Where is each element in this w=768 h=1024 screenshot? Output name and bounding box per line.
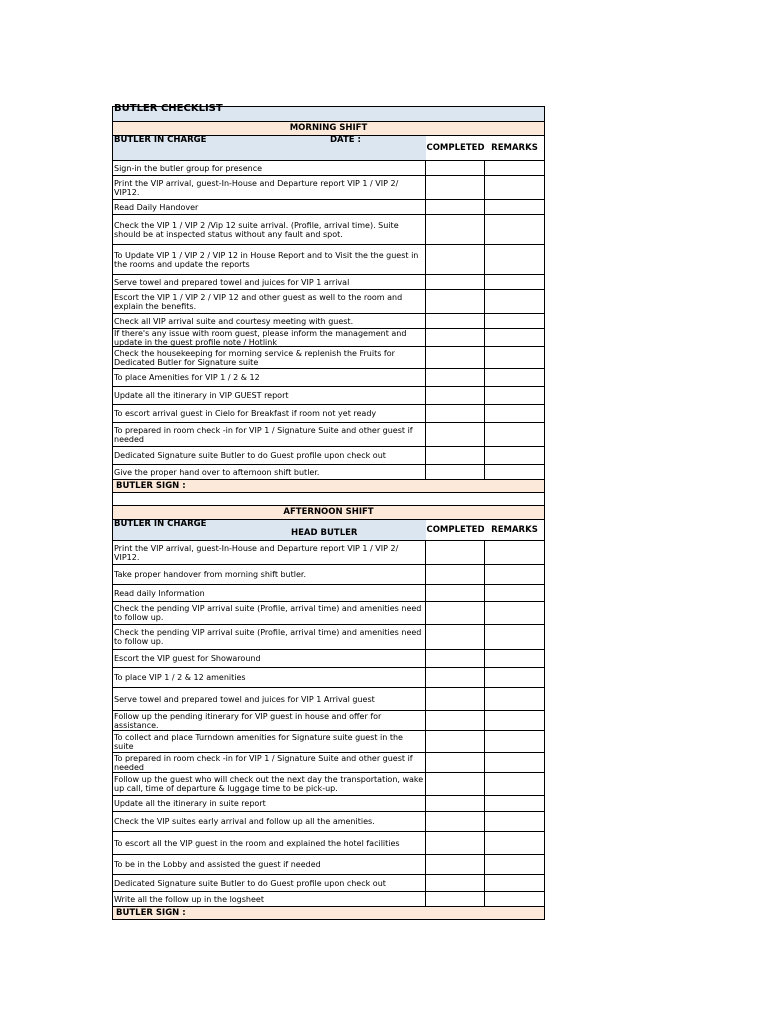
- completed-cell[interactable]: [426, 602, 485, 624]
- remarks-cell[interactable]: [485, 329, 544, 346]
- task-row: [112, 753, 545, 773]
- completed-cell[interactable]: [426, 731, 485, 752]
- remarks-cell[interactable]: [485, 290, 544, 313]
- task-text: Take proper handover from morning shift butler.: [113, 565, 426, 584]
- task-row: [112, 465, 545, 480]
- task-row: [112, 447, 545, 465]
- date-label: DATE :: [330, 135, 361, 145]
- completed-cell[interactable]: [426, 215, 485, 244]
- task-row: [112, 668, 545, 688]
- remarks-cell[interactable]: [485, 423, 544, 446]
- remarks-cell[interactable]: [485, 602, 544, 624]
- task-row: [112, 541, 545, 565]
- remarks-cell[interactable]: [485, 245, 544, 274]
- afternoon-butler-sign: BUTLER SIGN :: [112, 907, 545, 920]
- task-row: [112, 688, 545, 711]
- remarks-cell[interactable]: [485, 275, 544, 289]
- task-row: [112, 215, 545, 245]
- completed-cell[interactable]: [426, 447, 485, 464]
- task-text: To prepared in room check -in for VIP 1 / Signature Suite and other guest if needed: [113, 753, 426, 772]
- completed-cell[interactable]: [426, 541, 485, 564]
- remarks-cell[interactable]: [485, 585, 544, 601]
- task-text: To be in the Lobby and assisted the guest if needed: [113, 855, 426, 874]
- shift-spacer: [112, 493, 545, 506]
- completed-header: COMPLETED: [426, 136, 486, 160]
- task-text: To prepared in room check -in for VIP 1 / Signature Suite and other guest if needed: [113, 423, 426, 446]
- task-row: [112, 290, 545, 314]
- remarks-cell[interactable]: [485, 668, 544, 687]
- completed-cell[interactable]: [426, 773, 485, 795]
- remarks-cell[interactable]: [485, 314, 544, 328]
- completed-cell[interactable]: [426, 832, 485, 854]
- remarks-cell[interactable]: [485, 796, 544, 811]
- task-row: [112, 275, 545, 290]
- morning-column-header: [112, 136, 545, 161]
- completed-cell[interactable]: [426, 161, 485, 175]
- task-text: To collect and place Turndown amenities for Signature suite guest in the suite: [113, 731, 426, 752]
- task-text: Follow up the pending itinerary for VIP guest in house and offer for assistance.: [113, 711, 426, 730]
- checklist-title: [112, 103, 545, 122]
- task-text: Check all VIP arrival suite and courtesy meeting with guest.: [113, 314, 426, 328]
- task-text: Follow up the guest who will check out the next day the transportation, wake up call, time of departure & luggage time to be pick-up.: [113, 773, 426, 795]
- completed-cell[interactable]: [426, 245, 485, 274]
- task-text: Sign-in the butler group for presence: [113, 161, 426, 175]
- completed-cell[interactable]: [426, 176, 485, 199]
- remarks-cell[interactable]: [485, 541, 544, 564]
- remarks-cell[interactable]: [485, 711, 544, 730]
- task-text: Read daily Information: [113, 585, 426, 601]
- task-row: [112, 812, 545, 832]
- in-charge-cell: [113, 520, 427, 540]
- afternoon-column-header: [112, 520, 545, 541]
- task-row: [112, 314, 545, 329]
- task-text: Serve towel and prepared towel and juices for VIP 1 arrival: [113, 275, 426, 289]
- title-text: BUTLER CHECKLIST: [114, 103, 223, 114]
- completed-cell[interactable]: [426, 369, 485, 386]
- remarks-cell[interactable]: [485, 215, 544, 244]
- task-row: [112, 245, 545, 275]
- completed-cell[interactable]: [426, 329, 485, 346]
- head-butler-label: HEAD BUTLER: [291, 528, 358, 538]
- task-text: Escort the VIP 1 / VIP 2 / VIP 12 and other guest as well to the room and explain the benefits.: [113, 290, 426, 313]
- task-row: [112, 161, 545, 176]
- task-row: [112, 200, 545, 215]
- remarks-cell[interactable]: [485, 200, 544, 214]
- completed-cell[interactable]: [426, 314, 485, 328]
- task-text: If there's any issue with room guest, please inform the management and update in the guest profile note / Hotlink: [113, 329, 426, 346]
- completed-cell[interactable]: [426, 625, 485, 649]
- remarks-header: REMARKS: [485, 136, 544, 160]
- task-row: [112, 585, 545, 602]
- remarks-cell[interactable]: [485, 161, 544, 175]
- task-row: [112, 773, 545, 796]
- remarks-cell[interactable]: [485, 855, 544, 874]
- task-row: [112, 650, 545, 668]
- task-text: Check the VIP suites early arrival and follow up all the amenities.: [113, 812, 426, 831]
- remarks-cell[interactable]: [485, 773, 544, 795]
- completed-cell[interactable]: [426, 387, 485, 404]
- completed-cell[interactable]: [426, 405, 485, 422]
- remarks-cell[interactable]: [485, 753, 544, 772]
- task-row: [112, 176, 545, 200]
- task-text: Escort the VIP guest for Showaround: [113, 650, 426, 667]
- remarks-cell[interactable]: [485, 625, 544, 649]
- completed-header: COMPLETED: [426, 520, 486, 540]
- task-text: To Update VIP 1 / VIP 2 / VIP 12 in House Report and to Visit the the guest in the rooms and update the reports: [113, 245, 426, 274]
- task-row: [112, 602, 545, 625]
- remarks-cell[interactable]: [485, 688, 544, 710]
- task-row: [112, 387, 545, 405]
- butler-in-charge-label: BUTLER IN CHARGE: [114, 135, 207, 145]
- afternoon-shift-header: AFTERNOON SHIFT: [112, 506, 545, 520]
- completed-cell[interactable]: [426, 585, 485, 601]
- task-row: [112, 347, 545, 369]
- task-text: Give the proper hand over to afternoon shift butler.: [113, 465, 426, 479]
- completed-cell[interactable]: [426, 347, 485, 368]
- task-text: Check the pending VIP arrival suite (Profile, arrival time) and amenities need to follow up.: [113, 625, 426, 649]
- task-text: Update all the itinerary in VIP GUEST report: [113, 387, 426, 404]
- remarks-cell[interactable]: [485, 731, 544, 752]
- remarks-cell[interactable]: [485, 347, 544, 368]
- completed-cell[interactable]: [426, 875, 485, 891]
- task-text: Serve towel and prepared towel and juices for VIP 1 Arrival guest: [113, 688, 426, 710]
- task-text: Dedicated Signature suite Butler to do Guest profile upon check out: [113, 447, 426, 464]
- remarks-cell[interactable]: [485, 565, 544, 584]
- task-text: To escort all the VIP guest in the room and explained the hotel facilities: [113, 832, 426, 854]
- task-row: [112, 892, 545, 907]
- checklist-sheet: [112, 103, 545, 920]
- task-text: To place Amenities for VIP 1 / 2 & 12: [113, 369, 426, 386]
- remarks-cell[interactable]: [485, 875, 544, 891]
- task-row: [112, 855, 545, 875]
- completed-cell[interactable]: [426, 796, 485, 811]
- task-text: Check the housekeeping for morning service & replenish the Fruits for Dedicated Butler for Signature suite: [113, 347, 426, 368]
- morning-butler-sign: BUTLER SIGN :: [112, 480, 545, 493]
- completed-cell[interactable]: [426, 565, 485, 584]
- task-row: [112, 405, 545, 423]
- task-text: Write all the follow up in the logsheet: [113, 892, 426, 906]
- butler-in-charge-label: BUTLER IN CHARGE: [114, 519, 207, 529]
- task-text: Update all the itinerary in suite report: [113, 796, 426, 811]
- completed-cell[interactable]: [426, 275, 485, 289]
- task-text: To escort arrival guest in Cielo for Breakfast if room not yet ready: [113, 405, 426, 422]
- task-text: Check the VIP 1 / VIP 2 /Vip 12 suite arrival. (Profile, arrival time). Suite should be at inspected status without any fault and spot.: [113, 215, 426, 244]
- task-row: [112, 625, 545, 650]
- task-text: Read Daily Handover: [113, 200, 426, 214]
- completed-cell[interactable]: [426, 711, 485, 730]
- remarks-cell[interactable]: [485, 892, 544, 906]
- task-row: [112, 565, 545, 585]
- remarks-header: REMARKS: [485, 520, 544, 540]
- morning-shift-header: MORNING SHIFT: [112, 122, 545, 136]
- completed-cell[interactable]: [426, 650, 485, 667]
- task-text: To place VIP 1 / 2 & 12 amenities: [113, 668, 426, 687]
- task-row: [112, 875, 545, 892]
- task-row: [112, 369, 545, 387]
- remarks-cell[interactable]: [485, 650, 544, 667]
- task-text: Print the VIP arrival, guest-In-House and Departure report VIP 1 / VIP 2/ VIP12.: [113, 541, 426, 564]
- remarks-cell[interactable]: [485, 405, 544, 422]
- completed-cell[interactable]: [426, 200, 485, 214]
- task-row: [112, 329, 545, 347]
- task-row: [112, 832, 545, 855]
- remarks-cell[interactable]: [485, 465, 544, 479]
- completed-cell[interactable]: [426, 855, 485, 874]
- remarks-cell[interactable]: [485, 176, 544, 199]
- remarks-cell[interactable]: [485, 832, 544, 854]
- task-row: [112, 796, 545, 812]
- task-row: [112, 731, 545, 753]
- completed-cell[interactable]: [426, 465, 485, 479]
- task-text: Dedicated Signature suite Butler to do Guest profile upon check out: [113, 875, 426, 891]
- afternoon-task-list: [112, 541, 545, 907]
- task-text: Print the VIP arrival, guest-In-House and Departure report VIP 1 / VIP 2/ VIP12.: [113, 176, 426, 199]
- completed-cell[interactable]: [426, 812, 485, 831]
- morning-task-list: [112, 161, 545, 480]
- remarks-cell[interactable]: [485, 369, 544, 386]
- task-text: Check the pending VIP arrival suite (Profile, arrival time) and amenities need to follow up.: [113, 602, 426, 624]
- completed-cell[interactable]: [426, 290, 485, 313]
- remarks-cell[interactable]: [485, 447, 544, 464]
- task-row: [112, 711, 545, 731]
- completed-cell[interactable]: [426, 668, 485, 687]
- completed-cell[interactable]: [426, 423, 485, 446]
- completed-cell[interactable]: [426, 753, 485, 772]
- completed-cell[interactable]: [426, 892, 485, 906]
- remarks-cell[interactable]: [485, 812, 544, 831]
- remarks-cell[interactable]: [485, 387, 544, 404]
- completed-cell[interactable]: [426, 688, 485, 710]
- task-row: [112, 423, 545, 447]
- in-charge-cell: [113, 136, 427, 160]
